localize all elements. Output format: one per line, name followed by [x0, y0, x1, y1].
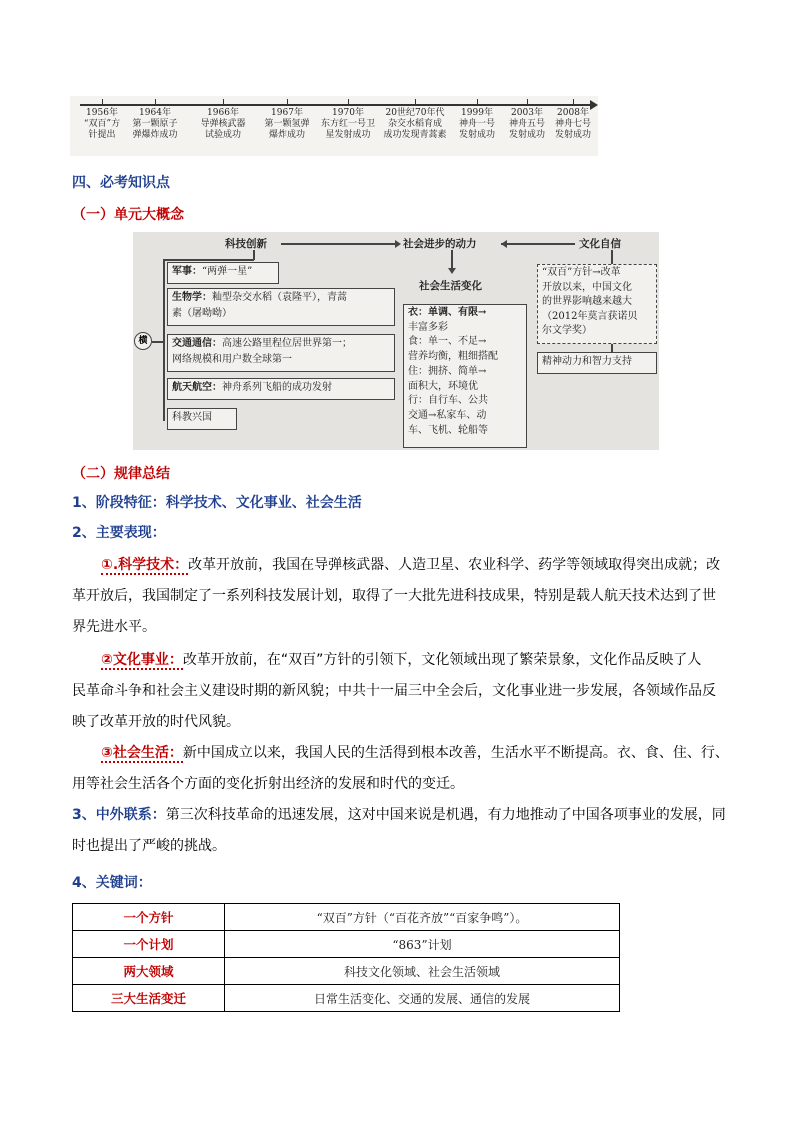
paragraph-line: 时也提出了严峻的挑战。 [72, 838, 226, 854]
timeline-text: 第一颗氢弹 [264, 119, 310, 129]
paragraph-line [101, 645, 701, 676]
timeline-event [452, 99, 502, 141]
connector [501, 243, 575, 245]
table-row [73, 904, 620, 931]
life-line: 车、飞机、轮船等 [408, 424, 488, 436]
concept-diagram [133, 232, 659, 450]
timeline-image [70, 96, 598, 156]
traffic-box [167, 334, 395, 372]
paragraph-line [101, 550, 720, 581]
box-text: “两弹一星” [202, 266, 253, 277]
timeline-text: 星发射成功 [325, 130, 371, 140]
paragraph-text: 第三次科技革命的迅速发展，这对中国来说是机遇，有力地推动了中国各项事业的发展，同 [165, 807, 726, 823]
timeline-text: 杂交水稻育成 [387, 119, 442, 129]
timeline-text: 弹爆炸成功 [132, 130, 178, 140]
main-performance [72, 518, 166, 549]
horizontal-circle: 横 [134, 332, 152, 350]
table-key: 一个计划 [73, 931, 225, 958]
main-performance-label: 2、主要表现： [72, 525, 166, 541]
life-line: 住：拥挤、简单→ [408, 365, 487, 377]
box-text: 素（屠呦呦） [172, 308, 232, 319]
timeline-event [258, 99, 316, 141]
culture-line: 的世界影响越来越大 [542, 296, 632, 307]
table-value: 科技文化领域、社会生活领域 [225, 958, 620, 985]
table-value: 日常生活变化、交通的发展、通信的发展 [225, 985, 620, 1012]
culture-line: 开放以来，中国文化 [542, 281, 632, 293]
paragraph-line: 映了改革开放的时代风貌。 [72, 714, 240, 730]
timeline-text: “双百”方 [83, 119, 121, 129]
keywords-heading [72, 868, 152, 899]
timeline-text: 成功发现青蒿素 [383, 130, 447, 140]
timeline-text: 神舟一号 [458, 119, 495, 129]
culture-line: （2012年莫言获诺贝 [542, 310, 638, 322]
timeline-text: 神舟七号 [554, 119, 591, 129]
life-line: 食：单一、不足→ [408, 336, 487, 348]
connector [611, 344, 613, 352]
timeline-year: 1956年 [86, 108, 118, 118]
timeline-year: 20世纪70年代 [385, 108, 445, 118]
timeline-year: 2003年 [511, 108, 543, 118]
timeline-event [380, 99, 450, 141]
timeline-event [502, 99, 552, 141]
table-value: “863”计划 [225, 931, 620, 958]
life-line: 交通→私家车、动 [408, 409, 487, 421]
timeline-year: 1970年 [332, 108, 364, 118]
diagram-label-life: 社会生活变化 [419, 280, 482, 292]
timeline-event [194, 99, 252, 141]
stage-label: 1、阶段特征： [72, 495, 166, 511]
keywords-table [72, 903, 620, 1012]
life-line: 衣：单调、有限→ [408, 307, 487, 318]
timeline-text: 发射成功 [508, 130, 545, 140]
military-box [167, 262, 279, 284]
tag-culture: ②文化事业： [101, 652, 183, 668]
section-heading: 四、必考知识点 [72, 175, 170, 191]
timeline-text: 爆炸成功 [268, 130, 305, 140]
connector [451, 250, 453, 268]
stage-text: 科学技术、文化事业、社会生活 [165, 495, 362, 511]
paragraph-line: 用等社会生活各个方面的变化折射出经济的发展和时代的变迁。 [72, 776, 464, 792]
keywords-label: 4、关键词： [72, 875, 152, 891]
box-label: 军事： [172, 266, 202, 277]
relation-label: 3、中外联系： [72, 807, 166, 823]
box-text: 精神动力和智力支持 [542, 356, 632, 367]
kejiao-box [167, 408, 237, 430]
connector [163, 259, 254, 261]
paragraph-line [101, 738, 729, 769]
timeline-text: 导弹核武器 [200, 119, 246, 129]
subsection-heading: （一）单元大概念 [72, 207, 184, 223]
timeline-year: 1966年 [207, 108, 239, 118]
connector [281, 243, 399, 245]
timeline-event [316, 99, 380, 141]
arrow-down-icon [448, 268, 456, 274]
diagram-label-power: 社会进步的动力 [403, 238, 477, 250]
space-box [167, 378, 395, 400]
table-row [73, 958, 620, 985]
paragraph-text: 改革开放前，在“双百”方针的引领下，文化领域出现了繁荣景象，文化作品反映了人 [182, 652, 702, 668]
life-line: 行：自行车、公共 [408, 395, 488, 407]
paragraph-line [72, 800, 726, 831]
table-key: 一个方针 [73, 904, 225, 931]
timeline-year: 1964年 [139, 108, 171, 118]
timeline-year: 1999年 [461, 108, 493, 118]
timeline-year: 1967年 [271, 108, 303, 118]
box-text: 神舟系列飞船的成功发射 [222, 382, 332, 393]
table-value: “双百”方针（“百花齐放”“百家争鸣”）。 [225, 904, 620, 931]
timeline-text: 试验成功 [204, 130, 241, 140]
culture-line: 尔文学奖） [542, 325, 592, 336]
support-box [537, 352, 657, 374]
box-text: 高速公路里程位居世界第一； [222, 338, 352, 349]
diagram-label-tech: 科技创新 [225, 238, 267, 250]
life-line: 丰富多彩 [408, 321, 448, 333]
subsection-heading: （二）规律总结 [72, 466, 170, 482]
timeline-event [126, 99, 184, 141]
arrow-right-icon [395, 240, 401, 248]
box-text: 科教兴国 [172, 412, 212, 423]
timeline-text: 针提出 [88, 130, 116, 140]
paragraph-text: 新中国成立以来，我国人民的生活得到根本改善，生活水平不断提高。衣、食、住、行、 [182, 745, 729, 761]
table-row [73, 931, 620, 958]
box-text: 籼型杂交水稻（袁隆平），青蒿 [212, 292, 347, 303]
life-line: 营养均衡，粗细搭配 [408, 351, 498, 363]
paragraph-text: 改革开放前，我国在导弹核武器、人造卫星、农业科学、药学等领域取得突出成就；改 [188, 557, 721, 573]
table-key: 三大生活变迁 [73, 985, 225, 1012]
culture-line: “双百”方针→改革 [542, 267, 621, 278]
timeline-event [548, 99, 598, 141]
arrow-left-icon [501, 240, 507, 248]
connector [163, 259, 165, 421]
timeline-text: 东方红一号卫 [320, 119, 375, 129]
life-line: 面积大，环境优 [408, 380, 478, 392]
paragraph-line: 界先进水平。 [72, 619, 156, 635]
tag-social: ③社会生活： [101, 745, 183, 761]
connector [611, 250, 613, 264]
life-box [403, 304, 527, 448]
timeline-text: 发射成功 [458, 130, 495, 140]
timeline-text: 发射成功 [554, 130, 591, 140]
box-label: 交通通信： [172, 338, 222, 349]
culture-box [537, 264, 657, 344]
biology-box [167, 288, 395, 326]
timeline-text: 神舟五号 [508, 119, 545, 129]
connector [152, 341, 164, 343]
box-label: 航天航空： [172, 382, 222, 393]
tag-science: ①.科学技术： [101, 557, 189, 573]
box-label: 生物学： [172, 292, 212, 303]
stage-feature [72, 488, 362, 519]
diagram-label-culture: 文化自信 [579, 238, 621, 250]
timeline-event [74, 99, 130, 141]
table-key: 两大领域 [73, 958, 225, 985]
table-row [73, 985, 620, 1012]
paragraph-line: 革开放后，我国制定了一系列科技发展计划，取得了一大批先进科技成果，特别是载人航天技术达到了世 [72, 588, 716, 604]
box-text: 网络规模和用户数全球第一 [172, 354, 292, 365]
timeline-text: 第一颗原子 [132, 119, 178, 129]
paragraph-line: 民革命斗争和社会主义建设时期的新风貌；中共十一届三中全会后，文化事业进一步发展，各领域作品反 [72, 683, 716, 699]
timeline-year: 2008年 [557, 108, 589, 118]
